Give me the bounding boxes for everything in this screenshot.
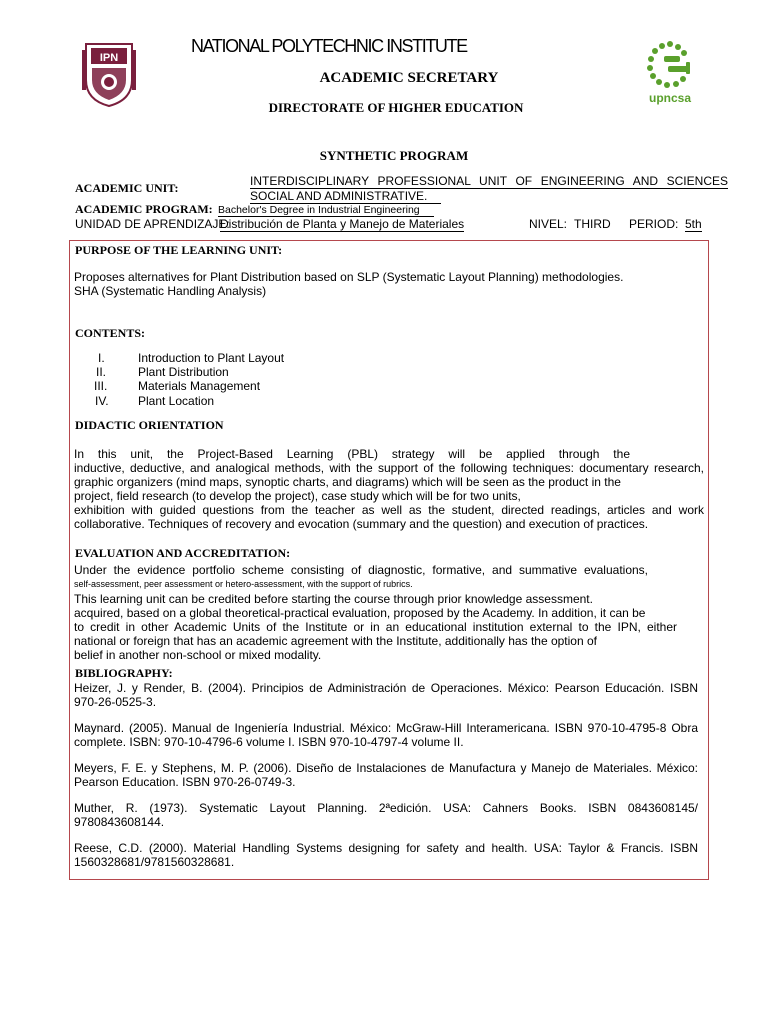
- academic-unit-line-2: SOCIAL AND ADMINISTRATIVE.: [250, 189, 441, 204]
- evaluation-line-5: to credit in other Academic Units of the Institute or in an educational institution external to the IPN, either: [74, 620, 677, 634]
- contents-item-number: II.: [96, 365, 107, 379]
- institute-title: NATIONAL POLYTECHNIC INSTITUTE: [191, 36, 467, 56]
- didactic-line-1: In this unit, the Project-Based Learning (PBL) strategy will be applied through the: [74, 447, 630, 461]
- contents-item-number: IV.: [95, 394, 109, 408]
- evaluation-heading: EVALUATION AND ACCREDITATION:: [75, 546, 291, 560]
- bibliography-entry: Heizer, J. y Render, B. (2004). Principios de Administración de Operaciones. México: Pearson Educación. ISBN 970-26-0525-3.: [74, 681, 698, 709]
- ipn-logo-text: IPN: [99, 52, 119, 64]
- nivel-label: NIVEL:: [529, 217, 568, 231]
- evaluation-line-3: This learning unit can be credited before starting the course through prior knowledge assessment.: [74, 592, 593, 606]
- nivel-value: THIRD: [574, 217, 611, 231]
- upncsa-logo-text: upncsa: [648, 91, 692, 105]
- bibliography-entry: Maynard. (2005). Manual de Ingeniería Industrial. México: McGraw-Hill Interamericana. ISBN 970-10-4795-8 Obra complete. ISBN: 970-10-4796-6 volume I. ISBN 970-10-4797-4 volume II.: [74, 721, 698, 749]
- evaluation-line-1: Under the evidence portfolio scheme consisting of diagnostic, formative, and summative evaluations,: [74, 563, 648, 577]
- unidad-label: UNIDAD DE APRENDIZAJE:: [75, 217, 230, 231]
- contents-item-number: III.: [94, 379, 108, 393]
- didactic-line-6: collaborative. Techniques of recovery and evocation (summary and the question) and execution of practices.: [74, 517, 649, 531]
- bibliography-entry: Muther, R. (1973). Systematic Layout Planning. 2ªedición. USA: Cahners Books. ISBN 0843608145/ 9780843608144.: [74, 801, 698, 829]
- contents-item-label: Materials Management: [138, 379, 261, 393]
- evaluation-line-6: national or foreign that has an academic agreement with the Institute, additionally has the option of: [74, 634, 597, 648]
- purpose-text: [74, 270, 704, 298]
- unidad-value: Distribución de Planta y Manejo de Materiales: [220, 217, 465, 231]
- purpose-line-2: SHA (Systematic Handling Analysis): [74, 284, 267, 298]
- period-value: 5th: [685, 217, 702, 231]
- learning-unit-row: [75, 217, 705, 232]
- bibliography-entry: Reese, C.D. (2000). Material Handling Systems designing for safety and health. USA: Taylor & Francis. ISBN 1560328681/9781560328681.: [74, 841, 698, 869]
- academic-program-label: ACADEMIC PROGRAM:: [75, 202, 213, 216]
- contents-item-number: I.: [98, 351, 105, 365]
- academic-secretary-heading: ACADEMIC SECRETARY: [319, 70, 499, 86]
- didactic-line-4: project, field research (to develop the project), case study which will be for two units,: [74, 489, 521, 503]
- contents-item-label: Plant Distribution: [138, 365, 229, 379]
- academic-unit-value: [250, 174, 728, 204]
- purpose-heading: PURPOSE OF THE LEARNING UNIT:: [75, 243, 283, 257]
- purpose-line-1: Proposes alternatives for Plant Distribution based on SLP (Systematic Layout Planning) methodologies.: [74, 270, 624, 284]
- bibliography-entry: Meyers, F. E. y Stephens, M. P. (2006). Diseño de Instalaciones de Manufactura y Manejo de Materiales. México: Pearson Education. ISBN 970-26-0749-3.: [74, 761, 698, 789]
- evaluation-line-4: acquired, based on a global theoretical-practical evaluation, proposed by the Academy. In addition, it can be: [74, 606, 646, 620]
- academic-program-value: Bachelor's Degree in Industrial Engineering: [218, 204, 434, 217]
- directorate-heading: DIRECTORATE OF HIGHER EDUCATION: [268, 100, 524, 115]
- didactic-line-5: exhibition with guided questions from the teacher as well as the student, directed readings, articles and work: [74, 503, 704, 517]
- contents-heading: CONTENTS:: [75, 326, 146, 340]
- evaluation-line-2: self-assessment, peer assessment or hetero-assessment, with the support of rubrics.: [74, 579, 413, 589]
- academic-unit-line-1: INTERDISCIPLINARY PROFESSIONAL UNIT OF ENGINEERING AND SCIENCES: [250, 174, 728, 188]
- synthetic-program-heading: SYNTHETIC PROGRAM: [319, 148, 469, 163]
- evaluation-line-7: belief in another non-school or mixed modality.: [74, 648, 322, 662]
- academic-unit-label: ACADEMIC UNIT:: [75, 181, 179, 195]
- period-label: PERIOD:: [629, 217, 679, 231]
- didactic-line-2: inductive, deductive, and analogical methods, with the support of the following techniques: documentary research,: [74, 461, 704, 475]
- bibliography-heading: BIBLIOGRAPHY:: [75, 666, 173, 680]
- didactic-heading: DIDACTIC ORIENTATION: [75, 418, 224, 432]
- contents-item-label: Introduction to Plant Layout: [138, 351, 285, 365]
- didactic-line-3: graphic organizers (mind maps, synoptic charts, and diagrams) which will be seen as the product in the: [74, 475, 621, 489]
- contents-item-label: Plant Location: [138, 394, 215, 408]
